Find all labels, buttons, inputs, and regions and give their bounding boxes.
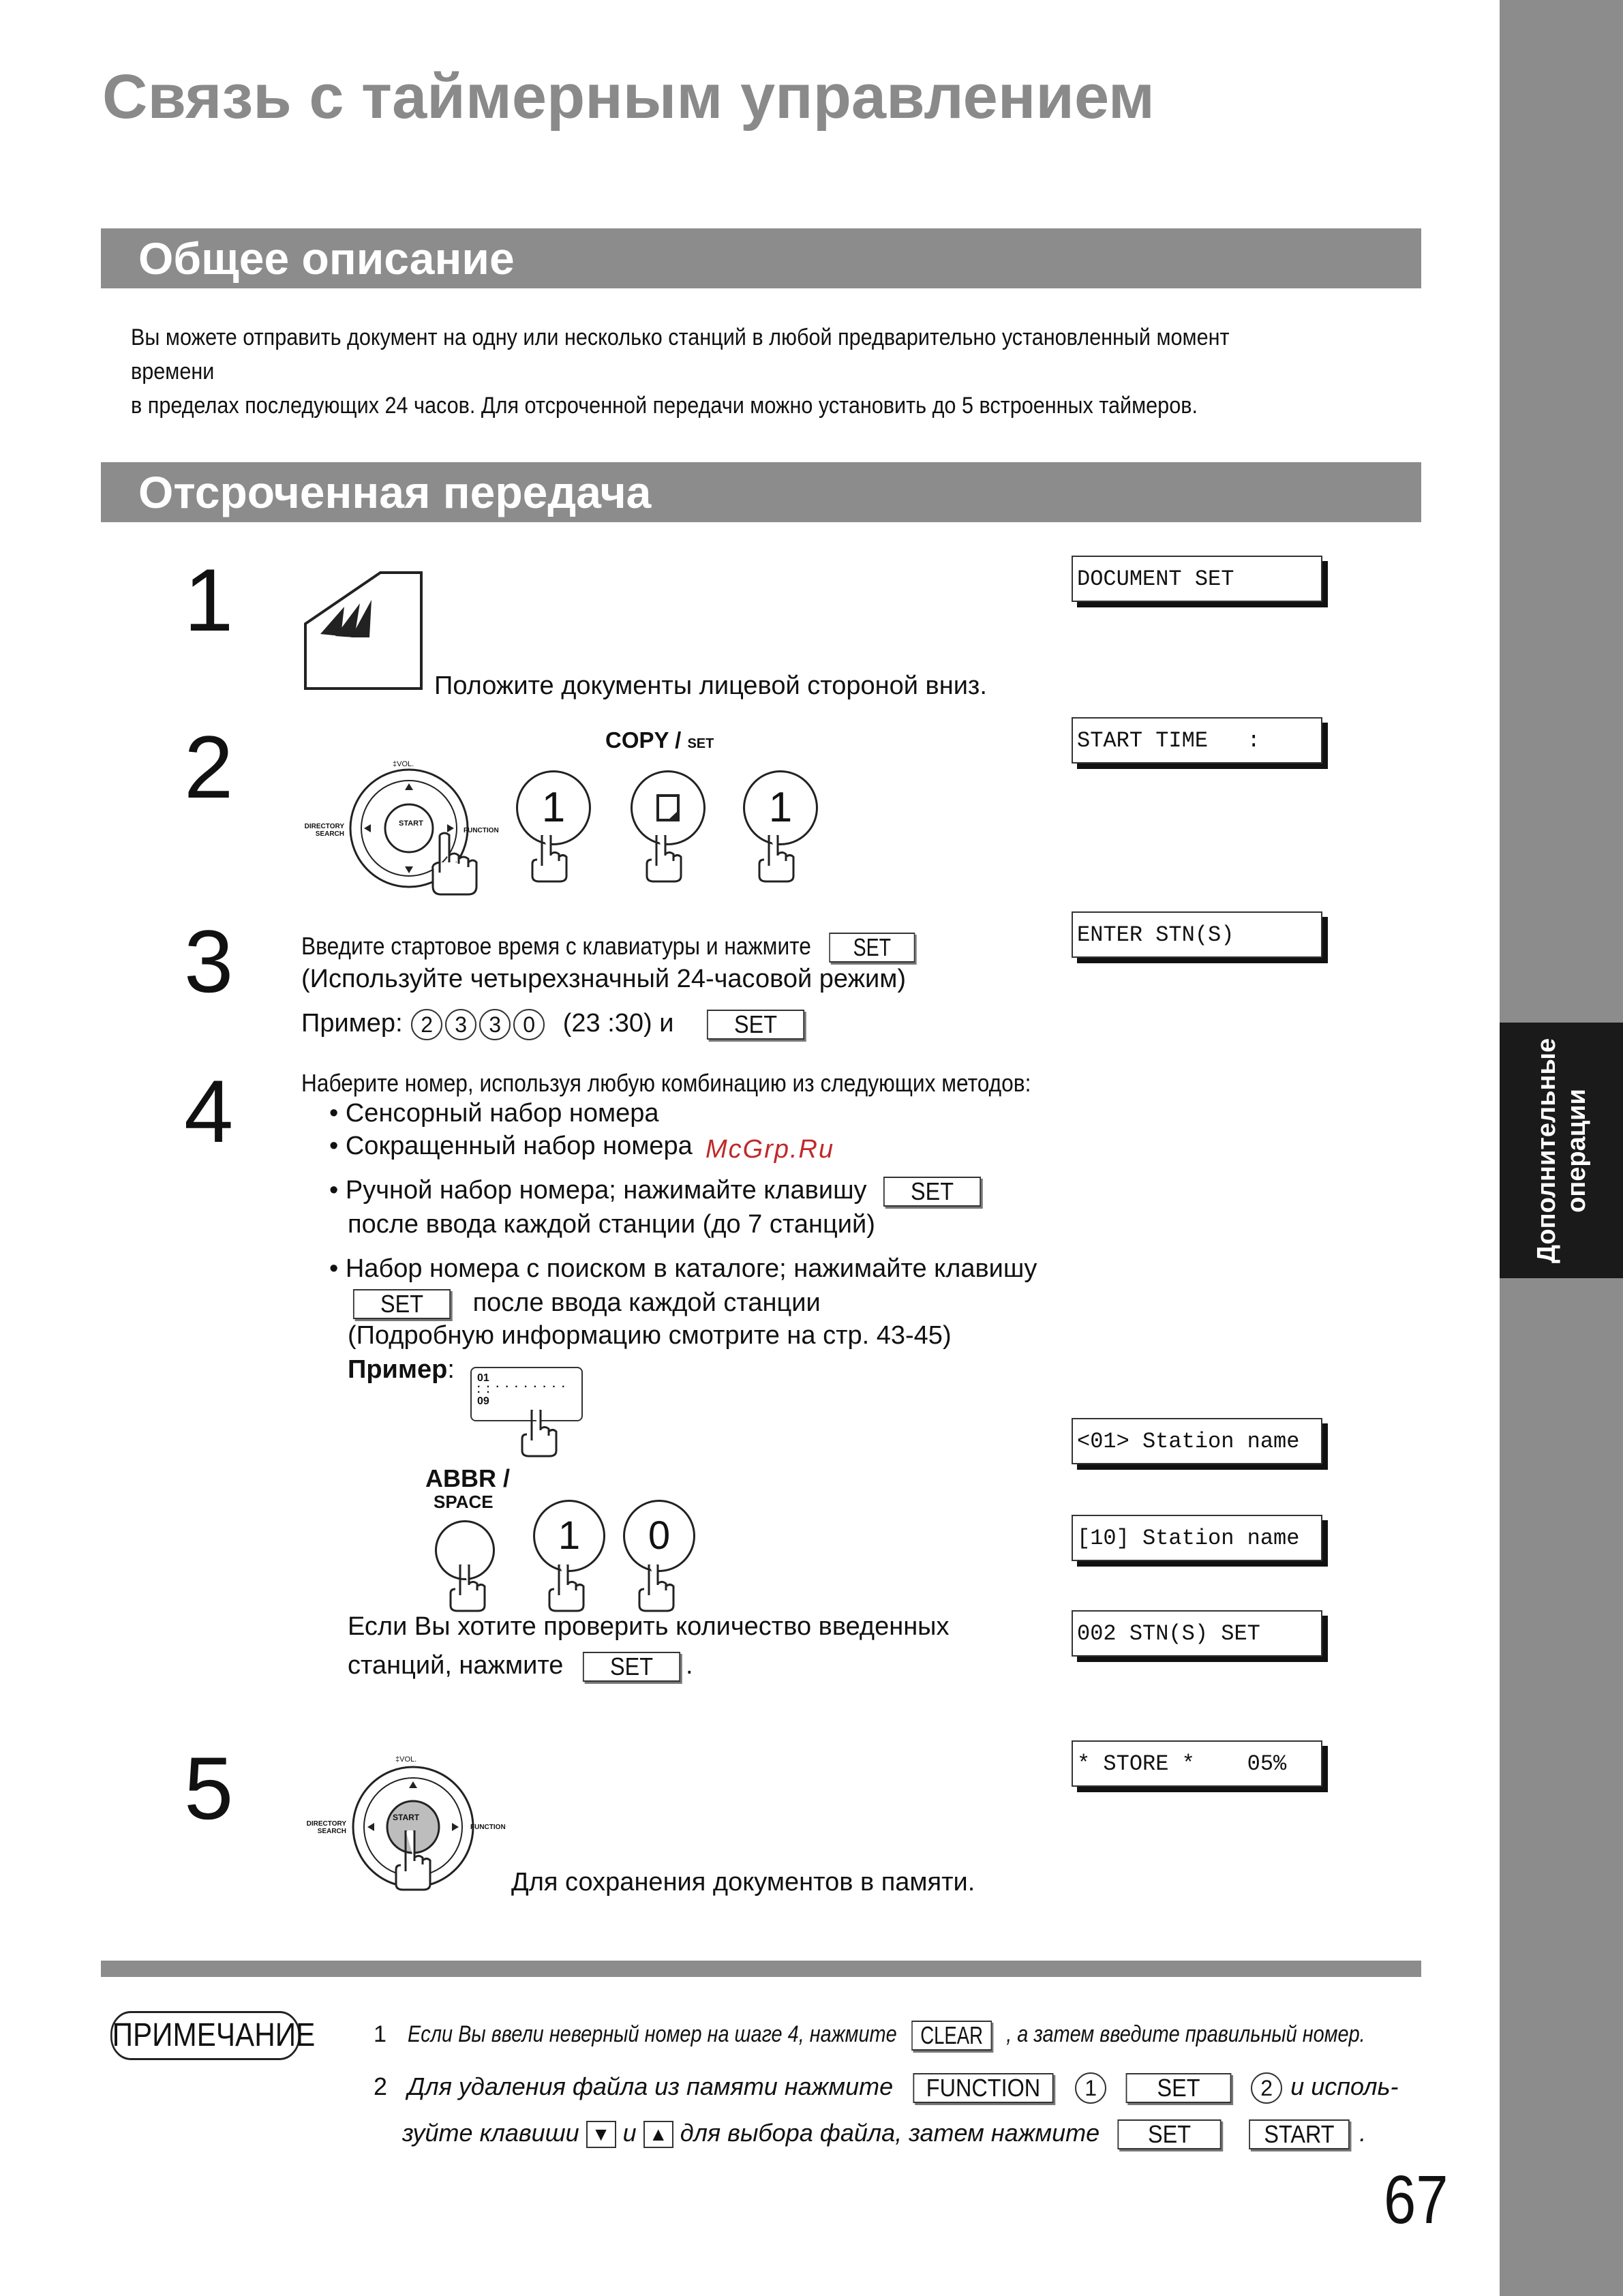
method-manual-dial: • Ручной набор номера; нажимайте клавишу SET <box>329 1176 986 1207</box>
digit-key[interactable]: 3 <box>445 1009 476 1040</box>
step-number: 5 <box>184 1738 234 1838</box>
finger-icon <box>635 1565 683 1612</box>
space-label: SPACE <box>434 1492 494 1512</box>
keypad-1-button[interactable]: 1 <box>516 770 591 845</box>
lcd-display: 002 STN(S) SET <box>1072 1610 1322 1657</box>
step-number: 2 <box>184 717 234 817</box>
step-number: 4 <box>184 1061 234 1161</box>
check-count-text-2: станций, нажмите SET . <box>348 1651 693 1680</box>
set-key[interactable]: SET <box>1118 2119 1222 2149</box>
finger-icon <box>545 1565 593 1612</box>
set-key[interactable]: SET <box>583 1652 680 1682</box>
section-tab-label: Дополнительные операции <box>1532 1038 1591 1263</box>
lcd-display: <01> Station name <box>1072 1418 1322 1464</box>
function-label: FUNCTION <box>470 1824 506 1831</box>
digit-key[interactable]: 2 <box>411 1009 442 1040</box>
digit-key[interactable]: 1 <box>1075 2072 1106 2104</box>
keypad-1-button[interactable]: 1 <box>743 770 818 845</box>
start-key[interactable]: START <box>1249 2119 1350 2149</box>
method-touch-dial: • Сенсорный набор номера <box>329 1099 659 1128</box>
example-label: Пример: <box>348 1355 455 1384</box>
finger-icon <box>755 835 803 883</box>
page-title: Связь с таймерным управлением <box>102 62 1155 132</box>
start-label: START <box>399 819 423 828</box>
set-key[interactable]: SET <box>353 1289 451 1319</box>
clear-key[interactable]: CLEAR <box>911 2021 992 2051</box>
intro-paragraph: Вы можете отправить документ на одну или несколько станций в любой предварительно установленный момент времени в пределах последующих 24 часов. Для отсроченной передачи можно установить до 5 встроенных таймеров. <box>131 324 1230 419</box>
page-number: 67 <box>1384 2162 1448 2238</box>
keypad-0-button[interactable]: 0 <box>623 1500 695 1572</box>
finger-icon <box>426 832 481 896</box>
up-arrow-key[interactable]: ▲ <box>643 2121 673 2148</box>
vol-label: ‡VOL. <box>393 760 414 768</box>
step5-instruction: Для сохранения документов в памяти. <box>511 1868 975 1897</box>
function-key[interactable]: FUNCTION <box>913 2073 1054 2103</box>
copy-set-button[interactable] <box>631 770 706 845</box>
navigator-pad <box>300 760 504 896</box>
set-key[interactable]: SET <box>1126 2073 1232 2103</box>
divider <box>101 1961 1421 1977</box>
set-key[interactable]: SET <box>707 1010 804 1040</box>
finger-icon <box>643 835 691 883</box>
directory-search-label: DIRECTORY SEARCH <box>306 1820 346 1835</box>
lcd-display: * STORE * 05% <box>1072 1740 1322 1787</box>
down-arrow-key[interactable]: ▼ <box>586 2121 616 2148</box>
digit-key[interactable]: 0 <box>513 1009 545 1040</box>
lcd-display: [10] Station name <box>1072 1515 1322 1561</box>
watermark: McGrp.Ru <box>706 1135 835 1164</box>
step3-example: Пример: 2 3 3 0 (23 :30) и SET <box>301 1009 810 1040</box>
step-number: 3 <box>184 911 234 1011</box>
step3-note: (Используйте четырехзначный 24-часовой режим) <box>301 965 907 993</box>
vol-label: ‡VOL. <box>395 1755 417 1764</box>
lcd-display: ENTER STN(S) <box>1072 911 1322 958</box>
step4-intro: Наберите номер, используя любую комбинацию из следующих методов: <box>301 1069 1031 1097</box>
copy-set-label: COPY / SET <box>605 727 714 753</box>
abbr-label: ABBR / <box>425 1464 510 1492</box>
digit-key[interactable]: 3 <box>479 1009 511 1040</box>
section-heading-delayed: Отсроченная передача <box>101 462 1421 522</box>
set-key[interactable]: SET <box>883 1177 981 1207</box>
finger-icon <box>392 1830 440 1895</box>
note-badge: ПРИМЕЧАНИЕ <box>110 2011 300 2060</box>
navigator-pad <box>300 1755 511 1899</box>
method-abbr-dial: • Сокращенный набор номера <box>329 1132 693 1160</box>
lcd-display: START TIME : <box>1072 717 1322 764</box>
step3-instruction: Введите стартовое время с клавиатуры и нажмите SET <box>301 932 920 963</box>
directory-panel[interactable]: 01 · · · · · · · · · · · · 09 <box>470 1367 583 1421</box>
keypad-1-button[interactable]: 1 <box>533 1500 605 1572</box>
section-heading-general: Общее описание <box>101 228 1421 288</box>
finger-icon <box>446 1565 494 1612</box>
copy-icon <box>633 772 703 843</box>
digit-key[interactable]: 2 <box>1251 2072 1282 2104</box>
note-2: 2 Для удаления файла из памяти нажмите FUNCTION 1 SET 2 и исполь- <box>374 2072 1399 2104</box>
check-count-text: Если Вы хотите проверить количество введенных <box>348 1612 950 1641</box>
note-1: 1 Если Вы ввели неверный номер на шаге 4, нажмите CLEAR , а затем введите правильный номер. <box>374 2021 1366 2049</box>
note-2-cont: зуйте клавиши ▼ и ▲ для выбора файла, затем нажмите SET START . <box>402 2119 1367 2149</box>
finger-icon <box>528 835 576 883</box>
directory-search-label: DIRECTORY SEARCH <box>304 823 344 838</box>
method-manual-dial-note: после ввода каждой станции (до 7 станций) <box>348 1210 875 1239</box>
start-label[interactable]: START <box>393 1813 420 1822</box>
method-directory-search: • Набор номера с поиском в каталоге; нажимайте клавишу <box>329 1254 1037 1283</box>
lcd-display: DOCUMENT SET <box>1072 556 1322 602</box>
section-tab <box>1500 1023 1623 1278</box>
method-directory-search-note: SET после ввода каждой станции <box>348 1288 821 1319</box>
set-key[interactable]: SET <box>829 933 915 963</box>
function-label: FUNCTION <box>464 827 499 834</box>
document-icon <box>300 569 426 692</box>
step-number: 1 <box>184 550 234 650</box>
finger-icon <box>518 1410 566 1461</box>
step1-instruction: Положите документы лицевой стороной вниз. <box>434 671 987 700</box>
page-reference: (Подробную информацию смотрите на стр. 43-45) <box>348 1321 952 1350</box>
